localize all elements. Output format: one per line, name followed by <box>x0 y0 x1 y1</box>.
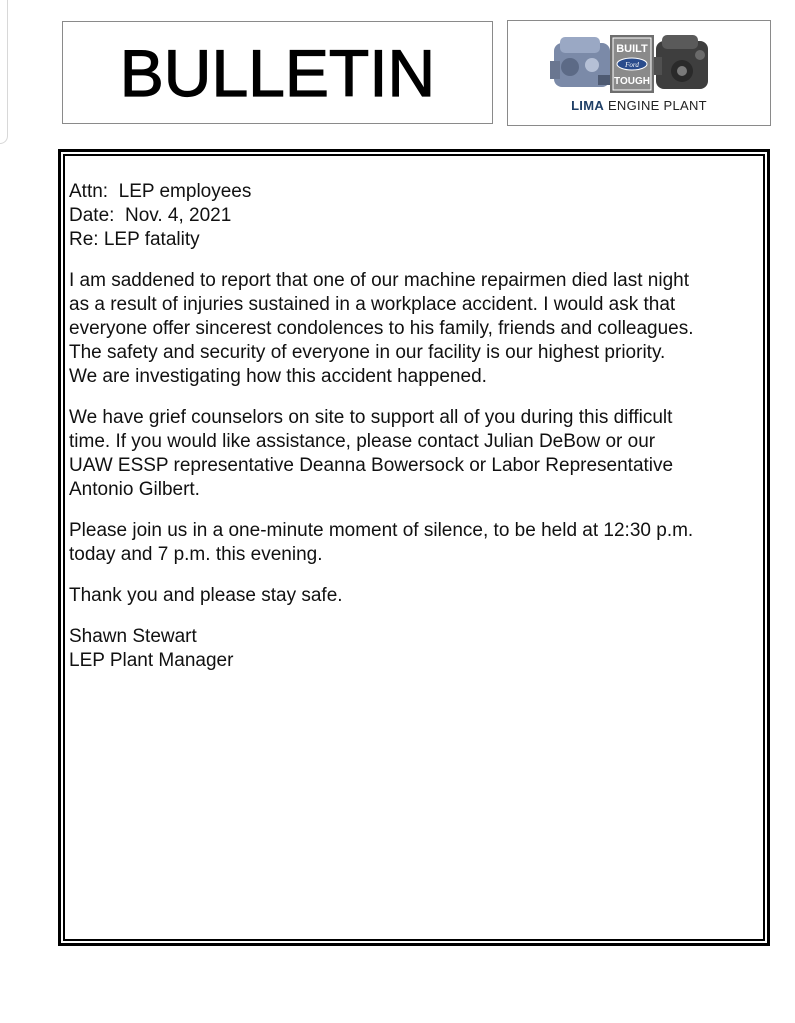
bulletin-content <box>69 180 769 673</box>
paragraph-line: UAW ESSP representative Deanna Bowersock or Labor Representative <box>69 455 674 476</box>
built-ford-tough-badge-icon <box>610 35 654 93</box>
paragraph-line: We have grief counselors on site to support all of you during this difficult <box>69 407 673 428</box>
paragraph-line: today and 7 p.m. this evening. <box>69 544 323 565</box>
memo-re: Re: LEP fatality <box>69 229 200 250</box>
logo-caption-engine-plant: ENGINE PLANT <box>604 98 707 113</box>
memo-date: Date: Nov. 4, 2021 <box>69 205 232 226</box>
signature-block <box>69 625 769 673</box>
logo-caption <box>508 98 770 113</box>
paragraph-line: Please join us in a one-minute moment of silence, to be held at 12:30 p.m. <box>69 520 694 541</box>
paragraph-line: as a result of injuries sustained in a workplace accident. I would ask that <box>69 294 676 315</box>
paragraph-moment-of-silence <box>69 519 769 567</box>
svg-text:BUILT: BUILT <box>616 43 648 55</box>
bulletin-title-box <box>62 21 493 124</box>
lima-engine-plant-logo <box>507 20 771 126</box>
paragraph-line: The safety and security of everyone in our facility is our highest priority. <box>69 342 666 363</box>
engine-right-icon <box>654 35 708 89</box>
page-edge-artifact <box>0 0 8 144</box>
paragraph-line: I am saddened to report that one of our machine repairmen died last night <box>69 270 689 291</box>
paragraph-line: everyone offer sincerest condolences to his family, friends and colleagues. <box>69 318 694 339</box>
memo-header <box>69 180 769 252</box>
signature-title: LEP Plant Manager <box>69 650 234 671</box>
paragraph-announcement <box>69 269 769 389</box>
closing-line: Thank you and please stay safe. <box>69 585 343 606</box>
built-ford-tough-engines-graphic <box>550 31 714 99</box>
signature-name: Shawn Stewart <box>69 626 197 647</box>
paragraph-counselors <box>69 406 769 502</box>
memo-attn: Attn: LEP employees <box>69 181 252 202</box>
svg-text:TOUGH: TOUGH <box>614 76 650 87</box>
paragraph-line: We are investigating how this accident happened. <box>69 366 487 387</box>
logo-caption-lima: LIMA <box>571 98 605 113</box>
engine-left-icon <box>550 37 612 87</box>
paragraph-line: Antonio Gilbert. <box>69 479 200 500</box>
bulletin-title: BULLETIN <box>119 35 436 110</box>
svg-text:Ford: Ford <box>625 61 639 69</box>
paragraph-line: time. If you would like assistance, please contact Julian DeBow or our <box>69 431 656 452</box>
